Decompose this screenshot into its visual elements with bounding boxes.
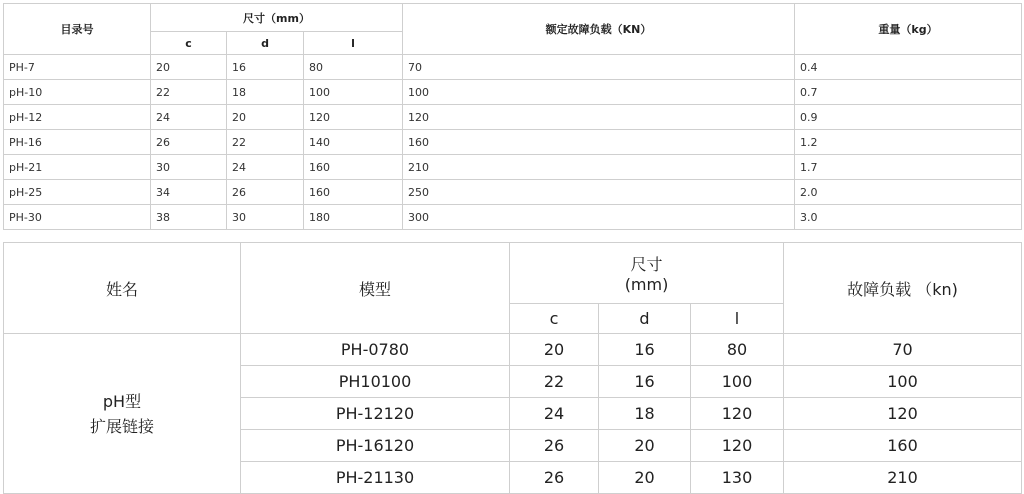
rated-load-table: [3, 3, 1022, 230]
c-cell: 26: [151, 130, 227, 155]
d-cell: 16: [599, 366, 691, 398]
load-cell: 100: [784, 366, 1022, 398]
catalog-cell: pH-21: [4, 155, 151, 180]
load-cell: 70: [403, 55, 795, 80]
size-header-line1: 尺寸: [630, 255, 663, 274]
l-cell: 120: [691, 430, 784, 462]
d-cell: 20: [599, 462, 691, 494]
catalog-header: 目录号: [4, 4, 151, 55]
catalog-cell: pH-25: [4, 180, 151, 205]
d-cell: 26: [227, 180, 304, 205]
c-header: c: [151, 32, 227, 55]
load-cell: 120: [403, 105, 795, 130]
weight-cell: 0.9: [795, 105, 1022, 130]
table-row: [4, 80, 1022, 105]
model-header: 模型: [241, 243, 510, 334]
table2-header-row: [4, 243, 1022, 304]
load-cell: 250: [403, 180, 795, 205]
table-row: [4, 205, 1022, 230]
catalog-cell: PH-7: [4, 55, 151, 80]
failure-load-header: 故障负载 （kn): [784, 243, 1022, 334]
d-cell: 18: [599, 398, 691, 430]
l-cell: 130: [691, 462, 784, 494]
c-cell: 20: [151, 55, 227, 80]
d-cell: 20: [227, 105, 304, 130]
catalog-cell: pH-10: [4, 80, 151, 105]
size-header-line2: (mm): [624, 275, 669, 294]
weight-cell: 1.2: [795, 130, 1022, 155]
l-header: l: [304, 32, 403, 55]
model-cell: PH-16120: [241, 430, 510, 462]
table-row: [4, 105, 1022, 130]
load-cell: 70: [784, 334, 1022, 366]
size-header: [510, 243, 784, 304]
c-cell: 20: [510, 334, 599, 366]
name-line1: pH型: [102, 391, 142, 411]
d-cell: 22: [227, 130, 304, 155]
c-cell: 38: [151, 205, 227, 230]
model-cell: PH-21130: [241, 462, 510, 494]
load-cell: 100: [403, 80, 795, 105]
c-cell: 24: [510, 398, 599, 430]
table-row: [4, 155, 1022, 180]
l-cell: 160: [304, 180, 403, 205]
d-cell: 16: [227, 55, 304, 80]
extension-link-table: [3, 242, 1022, 494]
l-cell: 120: [304, 105, 403, 130]
name-cell: [4, 334, 241, 494]
d-cell: 30: [227, 205, 304, 230]
catalog-cell: pH-12: [4, 105, 151, 130]
load-cell: 210: [403, 155, 795, 180]
catalog-cell: PH-16: [4, 130, 151, 155]
l-cell: 180: [304, 205, 403, 230]
weight-header: 重量（kg）: [795, 4, 1022, 55]
l-cell: 140: [304, 130, 403, 155]
l-cell: 80: [304, 55, 403, 80]
l-cell: 100: [304, 80, 403, 105]
l-cell: 100: [691, 366, 784, 398]
d-cell: 24: [227, 155, 304, 180]
weight-cell: 0.7: [795, 80, 1022, 105]
table1-header-row: [4, 4, 1022, 32]
table-row: [4, 180, 1022, 205]
model-cell: PH10100: [241, 366, 510, 398]
l-cell: 160: [304, 155, 403, 180]
load-cell: 210: [784, 462, 1022, 494]
load-cell: 300: [403, 205, 795, 230]
name-line2: 扩展链接: [89, 416, 154, 436]
table-row: [4, 334, 1022, 366]
c-cell: 22: [510, 366, 599, 398]
model-cell: PH-12120: [241, 398, 510, 430]
l-cell: 80: [691, 334, 784, 366]
l-header: l: [691, 304, 784, 334]
c-cell: 22: [151, 80, 227, 105]
weight-cell: 0.4: [795, 55, 1022, 80]
c-header: c: [510, 304, 599, 334]
weight-cell: 3.0: [795, 205, 1022, 230]
name-header: 姓名: [4, 243, 241, 334]
load-cell: 160: [403, 130, 795, 155]
c-cell: 24: [151, 105, 227, 130]
d-cell: 18: [227, 80, 304, 105]
d-header: d: [599, 304, 691, 334]
l-cell: 120: [691, 398, 784, 430]
c-cell: 30: [151, 155, 227, 180]
load-cell: 120: [784, 398, 1022, 430]
table-row: [4, 55, 1022, 80]
d-cell: 16: [599, 334, 691, 366]
size-header: 尺寸（mm）: [151, 4, 403, 32]
weight-cell: 2.0: [795, 180, 1022, 205]
model-cell: PH-0780: [241, 334, 510, 366]
c-cell: 26: [510, 462, 599, 494]
load-cell: 160: [784, 430, 1022, 462]
table-row: [4, 130, 1022, 155]
rated-load-header: 额定故障负载（KN）: [403, 4, 795, 55]
catalog-cell: PH-30: [4, 205, 151, 230]
c-cell: 26: [510, 430, 599, 462]
weight-cell: 1.7: [795, 155, 1022, 180]
d-cell: 20: [599, 430, 691, 462]
d-header: d: [227, 32, 304, 55]
c-cell: 34: [151, 180, 227, 205]
